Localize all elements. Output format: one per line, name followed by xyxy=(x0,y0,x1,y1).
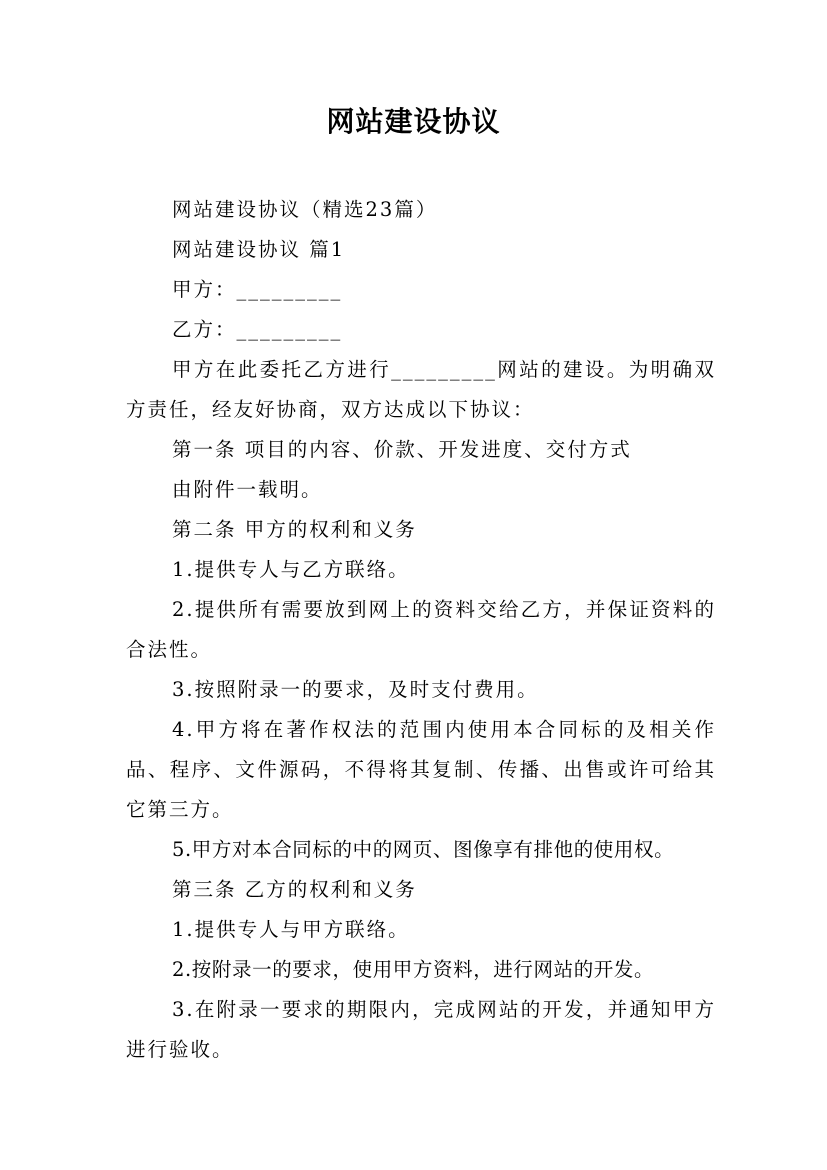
paragraph-article-3-item-3: 3.在附录一要求的期限内，完成网站的开发，并通知甲方进行验收。 xyxy=(126,998,716,1061)
paragraph-article-2-item-2: 2.提供所有需要放到网上的资料交给乙方，并保证资料的合法性。 xyxy=(126,598,716,661)
paragraph-article-3-item-2: 2.按附录一的要求，使用甲方资料，进行网站的开发。 xyxy=(172,958,655,981)
paragraph-article-1: 第一条 项目的内容、价款、开发进度、交付方式 xyxy=(172,438,632,461)
paragraph-article-2-item-4: 4.甲方将在著作权法的范围内使用本合同标的及相关作品、程序、文件源码，不得将其复制、传播、出售或许可给其它第三方。 xyxy=(126,718,716,821)
paragraph-article-2-item-3: 3.按照附录一的要求，及时支付费用。 xyxy=(172,678,539,701)
paragraph-intro: 甲方在此委托乙方进行_________网站的建设。为明确双方责任，经友好协商，双方达成以下协议： xyxy=(126,358,716,421)
paragraph-subtitle: 网站建设协议（精选23篇） xyxy=(172,198,438,221)
paragraph-article-2-item-5: 5.甲方对本合同标的中的网页、图像享有排他的使用权。 xyxy=(172,838,675,861)
paragraph-party-b: 乙方：_________ xyxy=(172,318,343,341)
paragraph-section-heading: 网站建设协议 篇1 xyxy=(172,238,346,261)
paragraph-article-3: 第三条 乙方的权利和义务 xyxy=(172,878,417,901)
paragraph-article-2-item-1: 1.提供专人与乙方联络。 xyxy=(172,558,410,581)
document-title: 网站建设协议 xyxy=(326,105,501,138)
document-body xyxy=(126,190,716,1070)
paragraph-article-3-item-1: 1.提供专人与甲方联络。 xyxy=(172,918,410,941)
paragraph-party-a: 甲方：_________ xyxy=(172,278,343,301)
paragraph-article-2: 第二条 甲方的权利和义务 xyxy=(172,518,417,541)
paragraph-article-1-body: 由附件一载明。 xyxy=(172,478,323,501)
